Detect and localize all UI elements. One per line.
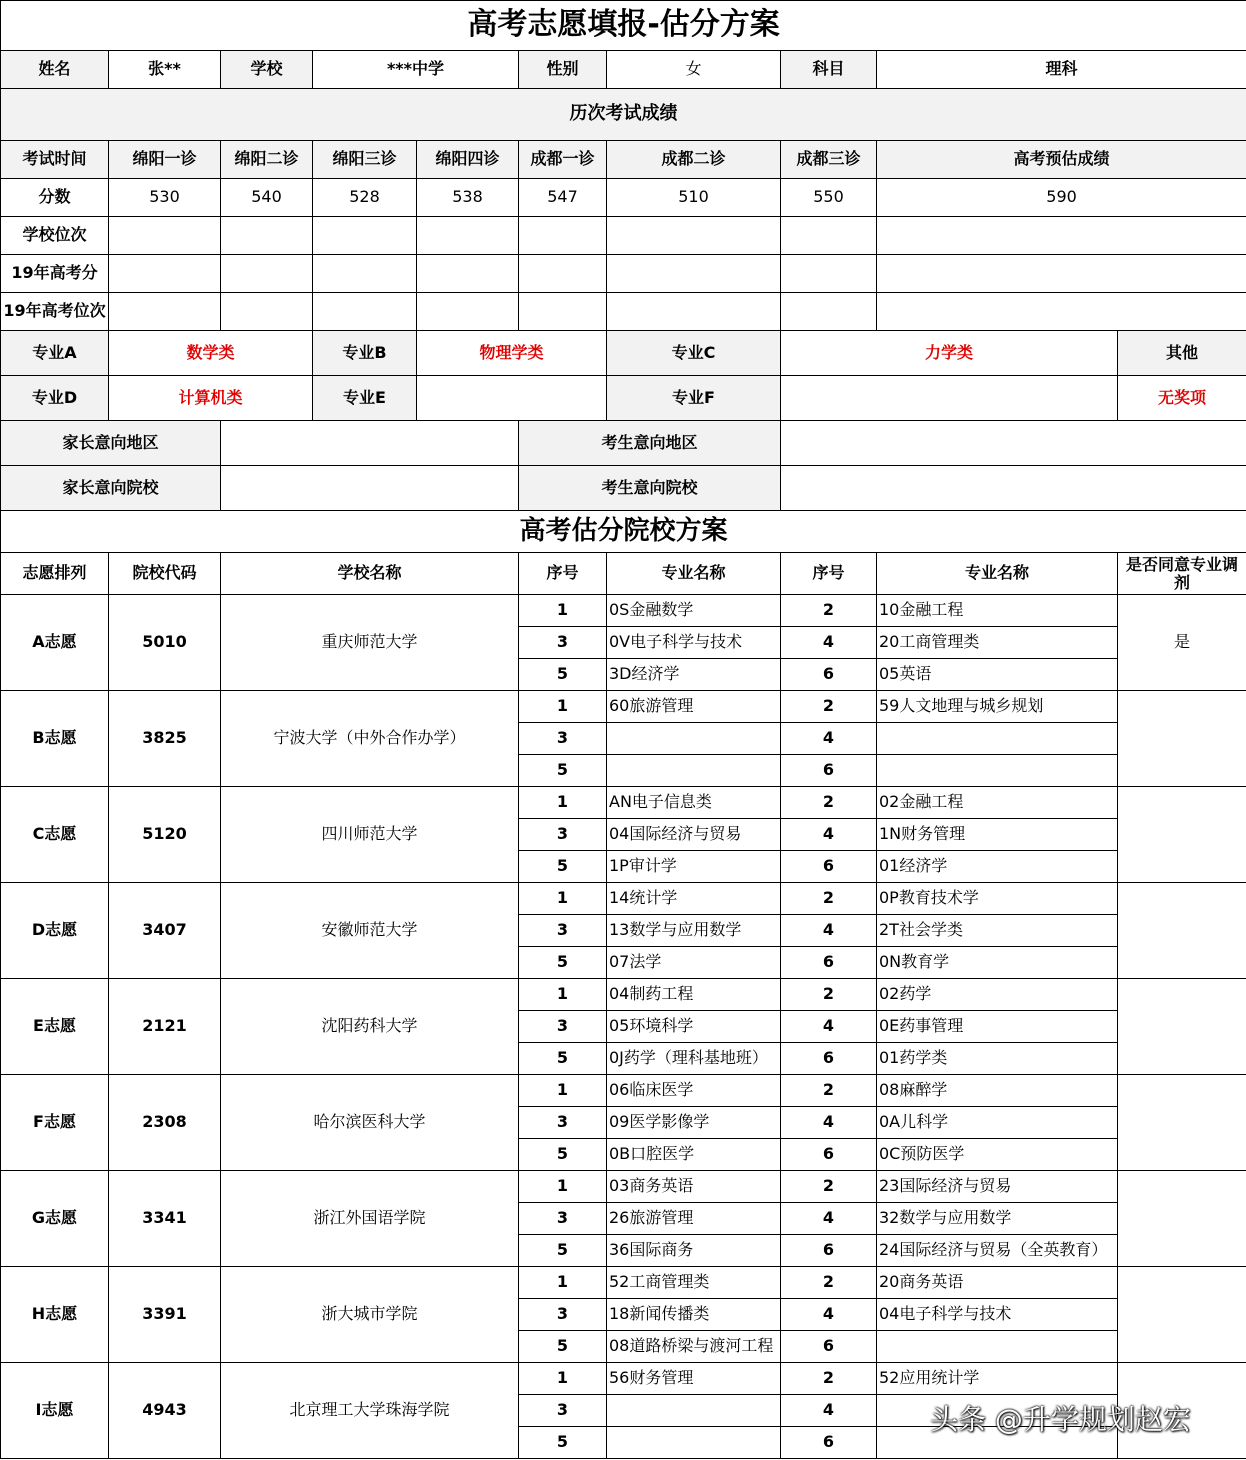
header-major: 专业名称: [607, 553, 781, 595]
exam-section-title: 历次考试成绩: [1, 89, 1246, 141]
empty-cell: [877, 217, 1246, 255]
plan-row: [1, 1171, 1246, 1203]
major-seq: 2: [781, 595, 877, 627]
school-code: 5120: [109, 787, 221, 883]
major-seq: 4: [781, 1107, 877, 1139]
major-name: 07法学: [607, 947, 781, 979]
empty-cell: [607, 255, 781, 293]
header-adjust: 是否同意专业调剂: [1118, 553, 1246, 595]
major-seq: 6: [781, 1331, 877, 1363]
major-seq: 6: [781, 1427, 877, 1459]
exam-score: 550: [781, 179, 877, 217]
major-seq: 5: [519, 947, 607, 979]
major-a-value: 数学类: [109, 331, 313, 376]
plan-row: [1, 883, 1246, 915]
empty-cell: [221, 293, 313, 331]
major-seq: 1: [519, 1267, 607, 1299]
major-name: 13数学与应用数学: [607, 915, 781, 947]
school-code: 3341: [109, 1171, 221, 1267]
school-code: 2121: [109, 979, 221, 1075]
school-rank-label: 学校位次: [1, 217, 109, 255]
empty-cell: [221, 217, 313, 255]
empty-cell: [313, 293, 417, 331]
adjust-value: [1118, 787, 1246, 883]
major-name: 23国际经济与贸易: [877, 1171, 1118, 1203]
student-region-label: 考生意向地区: [519, 421, 781, 466]
empty-cell: [877, 293, 1246, 331]
major-seq: 2: [781, 787, 877, 819]
major-name: 1N财务管理: [877, 819, 1118, 851]
major-seq: 4: [781, 819, 877, 851]
gk19-rank-label: 19年高考位次: [1, 293, 109, 331]
major-name: 04国际经济与贸易: [607, 819, 781, 851]
empty-cell: [417, 255, 519, 293]
plan-row: [1, 691, 1246, 723]
exam-name: 绵阳一诊: [109, 141, 221, 179]
adjust-value: [1118, 1171, 1246, 1267]
major-seq: 2: [781, 1075, 877, 1107]
major-d-value: 计算机类: [109, 376, 313, 421]
school-code: 4943: [109, 1363, 221, 1459]
plan-row: [1, 1363, 1246, 1395]
plan-row: [1, 595, 1246, 627]
exam-score: 547: [519, 179, 607, 217]
header-seq2: 序号: [781, 553, 877, 595]
major-seq: 2: [781, 979, 877, 1011]
plan-row: [1, 979, 1246, 1011]
other-label: 其他: [1118, 331, 1246, 376]
major-seq: 3: [519, 819, 607, 851]
choice-order: A志愿: [1, 595, 109, 691]
major-name: 0E药事管理: [877, 1011, 1118, 1043]
empty-cell: [781, 293, 877, 331]
major-seq: 3: [519, 1011, 607, 1043]
major-name: 0J药学（理科基地班）: [607, 1043, 781, 1075]
major-seq: 1: [519, 595, 607, 627]
school-label: 学校: [221, 51, 313, 89]
exam-score: 540: [221, 179, 313, 217]
major-seq: 3: [519, 1203, 607, 1235]
major-f-label: 专业F: [607, 376, 781, 421]
major-name: 0B口腔医学: [607, 1139, 781, 1171]
school-name: 哈尔滨医科大学: [221, 1075, 519, 1171]
major-name: 0V电子科学与技术: [607, 627, 781, 659]
major-f-value: [781, 376, 1118, 421]
school-code: 3391: [109, 1267, 221, 1363]
choice-order: E志愿: [1, 979, 109, 1075]
empty-cell: [781, 217, 877, 255]
major-name: 0P教育技术学: [877, 883, 1118, 915]
major-name: 0N教育学: [877, 947, 1118, 979]
major-name: [877, 755, 1118, 787]
major-seq: 5: [519, 659, 607, 691]
empty-cell: [313, 217, 417, 255]
empty-cell: [109, 293, 221, 331]
choice-order: C志愿: [1, 787, 109, 883]
header-code: 院校代码: [109, 553, 221, 595]
empty-cell: [417, 293, 519, 331]
major-name: [607, 1395, 781, 1427]
empty-cell: [519, 255, 607, 293]
adjust-value: 是: [1118, 595, 1246, 691]
major-seq: 2: [781, 691, 877, 723]
parent-region-label: 家长意向地区: [1, 421, 221, 466]
major-seq: 1: [519, 691, 607, 723]
major-name: 09医学影像学: [607, 1107, 781, 1139]
major-seq: 3: [519, 723, 607, 755]
empty-cell: [109, 255, 221, 293]
major-seq: 6: [781, 947, 877, 979]
empty-cell: [221, 255, 313, 293]
subject-label: 科目: [781, 51, 877, 89]
empty-cell: [781, 255, 877, 293]
major-seq: 4: [781, 915, 877, 947]
school-code: 2308: [109, 1075, 221, 1171]
major-seq: 3: [519, 1107, 607, 1139]
major-name: 2T社会学类: [877, 915, 1118, 947]
major-seq: 6: [781, 1043, 877, 1075]
exam-score: 510: [607, 179, 781, 217]
major-seq: 2: [781, 883, 877, 915]
parent-school-value: [221, 466, 519, 511]
empty-cell: [417, 217, 519, 255]
major-seq: 4: [781, 627, 877, 659]
major-seq: 3: [519, 915, 607, 947]
major-name: 20工商管理类: [877, 627, 1118, 659]
exam-name: 绵阳三诊: [313, 141, 417, 179]
header-school: 学校名称: [221, 553, 519, 595]
exam-name: 成都一诊: [519, 141, 607, 179]
major-name: 04电子科学与技术: [877, 1299, 1118, 1331]
major-name: 52应用统计学: [877, 1363, 1118, 1395]
major-seq: 5: [519, 1043, 607, 1075]
major-name: 05英语: [877, 659, 1118, 691]
major-seq: 5: [519, 755, 607, 787]
empty-cell: [607, 293, 781, 331]
major-seq: 3: [519, 627, 607, 659]
student-school-label: 考生意向院校: [519, 466, 781, 511]
major-name: 20商务英语: [877, 1267, 1118, 1299]
major-e-value: [417, 376, 607, 421]
major-seq: 1: [519, 883, 607, 915]
exam-name: 高考预估成绩: [877, 141, 1246, 179]
major-name: 08道路桥梁与渡河工程: [607, 1331, 781, 1363]
major-seq: 1: [519, 1075, 607, 1107]
major-seq: 5: [519, 1331, 607, 1363]
major-seq: 3: [519, 1395, 607, 1427]
major-name: 52工商管理类: [607, 1267, 781, 1299]
empty-cell: [313, 255, 417, 293]
exam-score: 590: [877, 179, 1246, 217]
school-code: 5010: [109, 595, 221, 691]
major-name: 01药学类: [877, 1043, 1118, 1075]
major-seq: 4: [781, 1395, 877, 1427]
exam-time-label: 考试时间: [1, 141, 109, 179]
major-seq: 5: [519, 1427, 607, 1459]
school-name: 沈阳药科大学: [221, 979, 519, 1075]
school-name: 北京理工大学珠海学院: [221, 1363, 519, 1459]
major-seq: 6: [781, 1235, 877, 1267]
major-e-label: 专业E: [313, 376, 417, 421]
school-name: 重庆师范大学: [221, 595, 519, 691]
subject-value: 理科: [877, 51, 1246, 89]
major-name: [877, 1331, 1118, 1363]
major-seq: 6: [781, 659, 877, 691]
page-title: 高考志愿填报-估分方案: [1, 1, 1246, 51]
choice-order: D志愿: [1, 883, 109, 979]
major-name: 08麻醉学: [877, 1075, 1118, 1107]
major-b-label: 专业B: [313, 331, 417, 376]
major-seq: 6: [781, 1139, 877, 1171]
parent-region-value: [221, 421, 519, 466]
major-seq: 2: [781, 1171, 877, 1203]
exam-score: 530: [109, 179, 221, 217]
choice-order: F志愿: [1, 1075, 109, 1171]
name-value: 张**: [109, 51, 221, 89]
major-seq: 1: [519, 1363, 607, 1395]
major-name: 14统计学: [607, 883, 781, 915]
major-name: [877, 723, 1118, 755]
gender-value: 女: [607, 51, 781, 89]
major-d-label: 专业D: [1, 376, 109, 421]
empty-cell: [607, 217, 781, 255]
major-seq: 5: [519, 851, 607, 883]
major-name: 26旅游管理: [607, 1203, 781, 1235]
major-name: 32数学与应用数学: [877, 1203, 1118, 1235]
gk19-score-label: 19年高考分: [1, 255, 109, 293]
major-name: 01经济学: [877, 851, 1118, 883]
header-seq: 序号: [519, 553, 607, 595]
major-name: 10金融工程: [877, 595, 1118, 627]
major-seq: 5: [519, 1235, 607, 1267]
major-seq: 2: [781, 1267, 877, 1299]
major-name: 05环境科学: [607, 1011, 781, 1043]
major-a-label: 专业A: [1, 331, 109, 376]
school-name: 四川师范大学: [221, 787, 519, 883]
plan-section-title: 高考估分院校方案: [1, 511, 1246, 553]
major-seq: 4: [781, 1299, 877, 1331]
school-name: 宁波大学（中外合作办学）: [221, 691, 519, 787]
gender-label: 性别: [519, 51, 607, 89]
major-name: 0S金融数学: [607, 595, 781, 627]
major-seq: 5: [519, 1139, 607, 1171]
major-name: 56财务管理: [607, 1363, 781, 1395]
major-name: 18新闻传播类: [607, 1299, 781, 1331]
exam-name: 绵阳二诊: [221, 141, 313, 179]
major-name: 60旅游管理: [607, 691, 781, 723]
major-b-value: 物理学类: [417, 331, 607, 376]
plan-row: [1, 787, 1246, 819]
major-name: AN电子信息类: [607, 787, 781, 819]
student-school-value: [781, 466, 1246, 511]
major-name: [607, 1427, 781, 1459]
major-c-value: 力学类: [781, 331, 1118, 376]
major-c-label: 专业C: [607, 331, 781, 376]
major-seq: 6: [781, 755, 877, 787]
adjust-value: [1118, 979, 1246, 1075]
choice-order: B志愿: [1, 691, 109, 787]
major-seq: 4: [781, 723, 877, 755]
school-code: 3825: [109, 691, 221, 787]
school-value: ***中学: [313, 51, 519, 89]
major-seq: 4: [781, 1203, 877, 1235]
major-seq: 1: [519, 787, 607, 819]
major-name: 1P审计学: [607, 851, 781, 883]
exam-name: 成都三诊: [781, 141, 877, 179]
school-name: 浙大城市学院: [221, 1267, 519, 1363]
major-name: 02金融工程: [877, 787, 1118, 819]
major-seq: 3: [519, 1299, 607, 1331]
score-label: 分数: [1, 179, 109, 217]
plan-row: [1, 1075, 1246, 1107]
plan-row: [1, 1267, 1246, 1299]
choice-order: I志愿: [1, 1363, 109, 1459]
major-name: 59人文地理与城乡规划: [877, 691, 1118, 723]
school-code: 3407: [109, 883, 221, 979]
header-order: 志愿排列: [1, 553, 109, 595]
empty-cell: [519, 293, 607, 331]
major-name: 0A儿科学: [877, 1107, 1118, 1139]
adjust-value: [1118, 1267, 1246, 1363]
major-seq: 2: [781, 1363, 877, 1395]
school-name: 安徽师范大学: [221, 883, 519, 979]
major-seq: 1: [519, 1171, 607, 1203]
exam-score: 528: [313, 179, 417, 217]
adjust-value: [1118, 691, 1246, 787]
choice-order: H志愿: [1, 1267, 109, 1363]
major-name: 03商务英语: [607, 1171, 781, 1203]
empty-cell: [519, 217, 607, 255]
major-name: 0C预防医学: [877, 1139, 1118, 1171]
major-name: 06临床医学: [607, 1075, 781, 1107]
header-major2: 专业名称: [877, 553, 1118, 595]
parent-school-label: 家长意向院校: [1, 466, 221, 511]
student-region-value: [781, 421, 1246, 466]
other-value: 无奖项: [1118, 376, 1246, 421]
major-name: 02药学: [877, 979, 1118, 1011]
school-name: 浙江外国语学院: [221, 1171, 519, 1267]
major-seq: 4: [781, 1011, 877, 1043]
adjust-value: [1118, 883, 1246, 979]
major-name: [607, 755, 781, 787]
major-seq: 6: [781, 851, 877, 883]
exam-name: 成都二诊: [607, 141, 781, 179]
adjust-value: [1118, 1075, 1246, 1171]
major-name: [607, 723, 781, 755]
exam-score: 538: [417, 179, 519, 217]
major-seq: 1: [519, 979, 607, 1011]
empty-cell: [877, 255, 1246, 293]
major-name: 24国际经济与贸易（全英教育）: [877, 1235, 1118, 1267]
empty-cell: [109, 217, 221, 255]
major-name: 04制药工程: [607, 979, 781, 1011]
major-name: 36国际商务: [607, 1235, 781, 1267]
exam-name: 绵阳四诊: [417, 141, 519, 179]
watermark: 头条 @升学规划赵宏: [930, 1403, 1191, 1436]
choice-order: G志愿: [1, 1171, 109, 1267]
name-label: 姓名: [1, 51, 109, 89]
major-name: 3D经济学: [607, 659, 781, 691]
